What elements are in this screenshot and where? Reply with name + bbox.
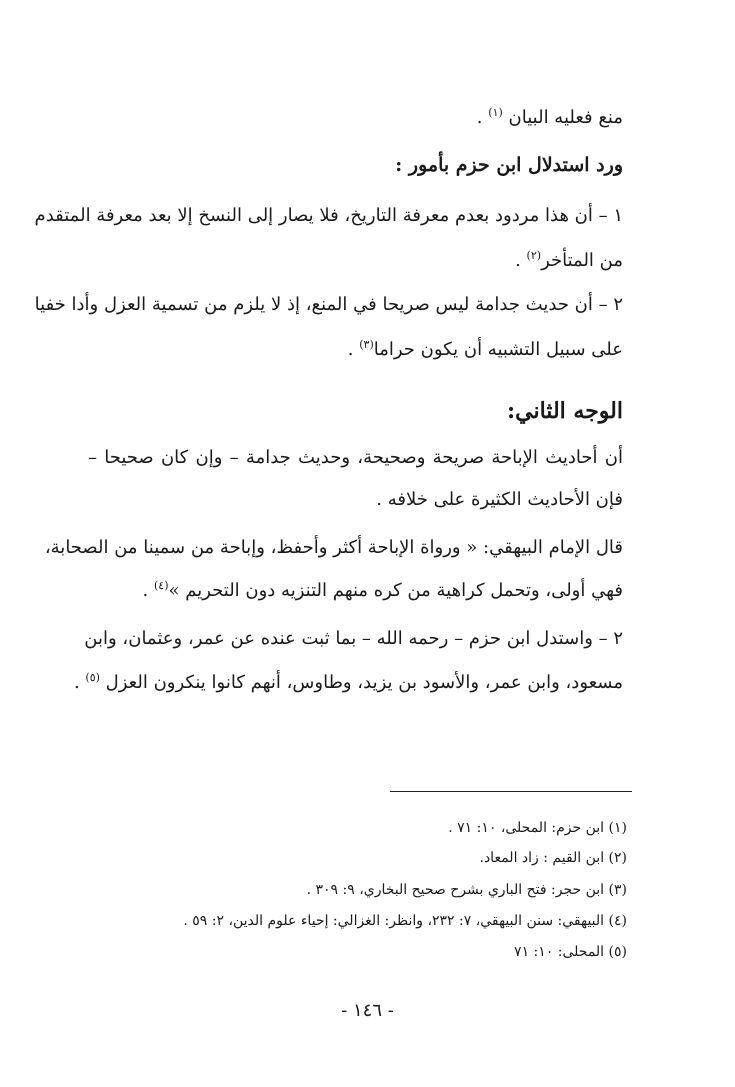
footnote-divider <box>390 791 632 792</box>
footnote <box>183 911 627 931</box>
footnote-text: المحلى: ١٠: ٧١ <box>514 944 605 960</box>
footnote-number: (٣) <box>608 882 627 898</box>
text: . <box>142 580 154 601</box>
footnote-number: (١) <box>608 820 627 836</box>
footnote <box>307 880 627 900</box>
footnote-ref-3: (٣) <box>359 338 374 351</box>
footnote-ref-4: (٤) <box>153 579 169 592</box>
text: . <box>347 339 360 360</box>
paragraph-3-line-2: فإن الأحاديث الكثيرة على خلافه . <box>376 489 623 510</box>
footnote <box>514 942 627 962</box>
paragraph-2-line-1: ٢ – أن حديث جدامة ليس صريحا في المنع، إذ لا يلزم من تسمية العزل وأدا خفيا <box>34 294 623 315</box>
paragraph-5-line-2 <box>74 670 623 696</box>
footnote-ref-1: (١) <box>488 106 503 119</box>
paragraph-5-line-1: ٢ – واستدل ابن حزم – رحمه الله – بما ثبت عنده عن عمر، وعثمان، وابن <box>84 628 623 649</box>
footnote-number: (٢) <box>608 850 627 866</box>
footnote-ref-2: (٢) <box>526 249 542 262</box>
footnote-number: (٤) <box>608 913 627 929</box>
paragraph-continuation <box>477 105 623 131</box>
paragraph-4-line-1: قال الإمام البيهقي: « ورواة الإباحة أكثر وأحفظ، وإباحة من سمينا من الصحابة، <box>44 537 623 558</box>
page-number: - ١٤٦ - <box>341 1000 394 1021</box>
paragraph-4-line-2 <box>143 578 623 604</box>
footnote <box>480 848 628 868</box>
paragraph-3-line-1: أن أحاديث الإباحة صريحة وصحيحة، وحديث جدامة – وإن كان صحيحا – <box>88 447 623 468</box>
text: . <box>476 107 483 128</box>
footnote-text: البيهقي: سنن البيهقي، ٧: ٢٣٢، وانظر: الغزالي: إحياء علوم الدين، ٢: ٥٩ . <box>183 913 605 929</box>
text: منع فعليه البيان <box>508 107 623 128</box>
text: . <box>515 250 527 271</box>
text: . <box>73 672 80 693</box>
text: من المتأخر <box>541 250 623 271</box>
paragraph-2-line-2 <box>348 337 623 363</box>
footnote-number: (٥) <box>608 944 627 960</box>
text: فهي أولى، وتحمل كراهية من كره منهم التنزيه دون التحريم » <box>168 580 623 601</box>
paragraph-1-line-2 <box>515 248 623 274</box>
footnote-ref-5: (٥) <box>85 671 100 684</box>
text: على سبيل التشبيه أن يكون حراما <box>373 339 623 360</box>
section-heading: الوجه الثاني: <box>507 398 623 424</box>
paragraph-1-line-1: ١ – أن هذا مردود بعدم معرفة التاريخ، فلا يصار إلى النسخ إلا بعد معرفة المتقدم <box>34 205 623 226</box>
footnote-text: ابن القيم : زاد المعاد. <box>479 850 605 866</box>
footnote-text: ابن حجر: فتح الباري بشرح صحيح البخاري، ٩: ٣٠٩ . <box>306 882 605 898</box>
section-heading: ورد استدلال ابن حزم بأمور : <box>395 154 623 176</box>
footnote-text: ابن حزم: المحلى، ١٠: ٧١ . <box>448 820 605 836</box>
text: مسعود، وابن عمر، والأسود بن يزيد، وطاوس، أنهم كانوا ينكرون العزل <box>105 672 623 693</box>
footnote <box>448 818 627 838</box>
